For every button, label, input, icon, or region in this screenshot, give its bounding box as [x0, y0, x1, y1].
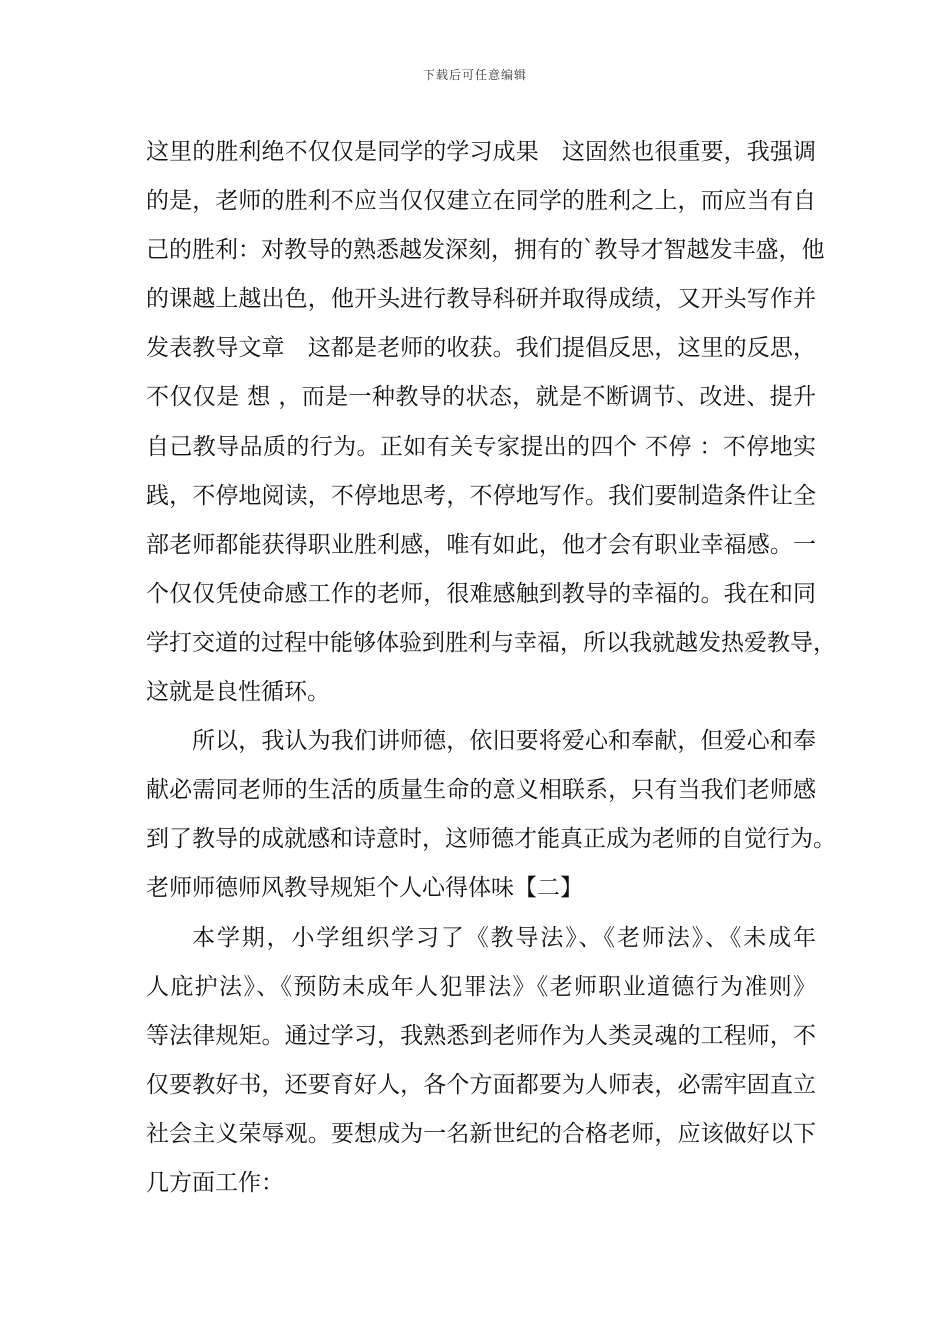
text-line: 献必需同老师的生活的质量生命的意义相联系，只有当我们老师感	[146, 777, 816, 804]
text-line: 不仅仅是 想 ，而是一种教导的状态，就是不断调节、改进、提升	[146, 384, 816, 411]
page-header: 下载后可任意编辑	[422, 68, 527, 82]
text-line: 等法律规矩。通过学习，我熟悉到老师作为人类灵魂的工程师，不	[146, 1022, 816, 1049]
text-line: 这里的胜利绝不仅仅是同学的学习成果 这固然也很重要，我强调	[146, 139, 816, 165]
text-line: 的课越上越出色，他开头进行教导科研并取得成绩，又开头写作并	[146, 286, 816, 313]
text-line: 社会主义荣辱观。要想成为一名新世纪的合格老师，应该做好以下	[146, 1120, 816, 1147]
text-line: 部老师都能获得职业胜利感，唯有如此，他才会有职业幸福感。一	[146, 531, 816, 558]
document-body	[146, 128, 836, 1208]
text-line: 自己教导品质的行为。正如有关专家提出的四个 不停 ：不停地实	[146, 433, 816, 460]
text-line: 己的胜利：对教导的熟悉越发深刻，拥有的`教导才智越发丰盛，他	[146, 237, 825, 264]
text-line: 的是，老师的胜利不应当仅仅建立在同学的胜利之上，而应当有自	[146, 188, 816, 215]
text-line: 几方面工作：	[146, 1169, 284, 1196]
text-line: 老师师德师风教导规矩个人心得体味【二】	[146, 875, 583, 902]
text-line: 践，不停地阅读，不停地思考，不停地写作。我们要制造条件让全	[146, 482, 816, 509]
text-line: 人庇护法》、《预防未成年人犯罪法》《老师职业道德行为准则》	[146, 973, 816, 1000]
text-line: 本学期，小学组织学习了《教导法》、《老师法》、《未成年	[192, 924, 816, 951]
text-line: 发表教导文章 这都是老师的收获。我们提倡反思，这里的反思，	[146, 335, 816, 362]
text-line: 所以，我认为我们讲师德，依旧要将爱心和奉献，但爱心和奉	[192, 728, 816, 755]
text-line: 这就是良性循环。	[146, 679, 330, 706]
text-line: 仅要教好书，还要育好人，各个方面都要为人师表，必需牢固直立	[146, 1071, 816, 1098]
text-line: 到了教导的成就感和诗意时，这师德才能真正成为老师的自觉行为。	[146, 826, 836, 853]
text-line: 学打交道的过程中能够体验到胜利与幸福，所以我就越发热爱教导，	[146, 629, 836, 656]
text-line: 个仅仅凭使命感工作的老师，很难感触到教导的幸福的。我在和同	[146, 580, 816, 607]
